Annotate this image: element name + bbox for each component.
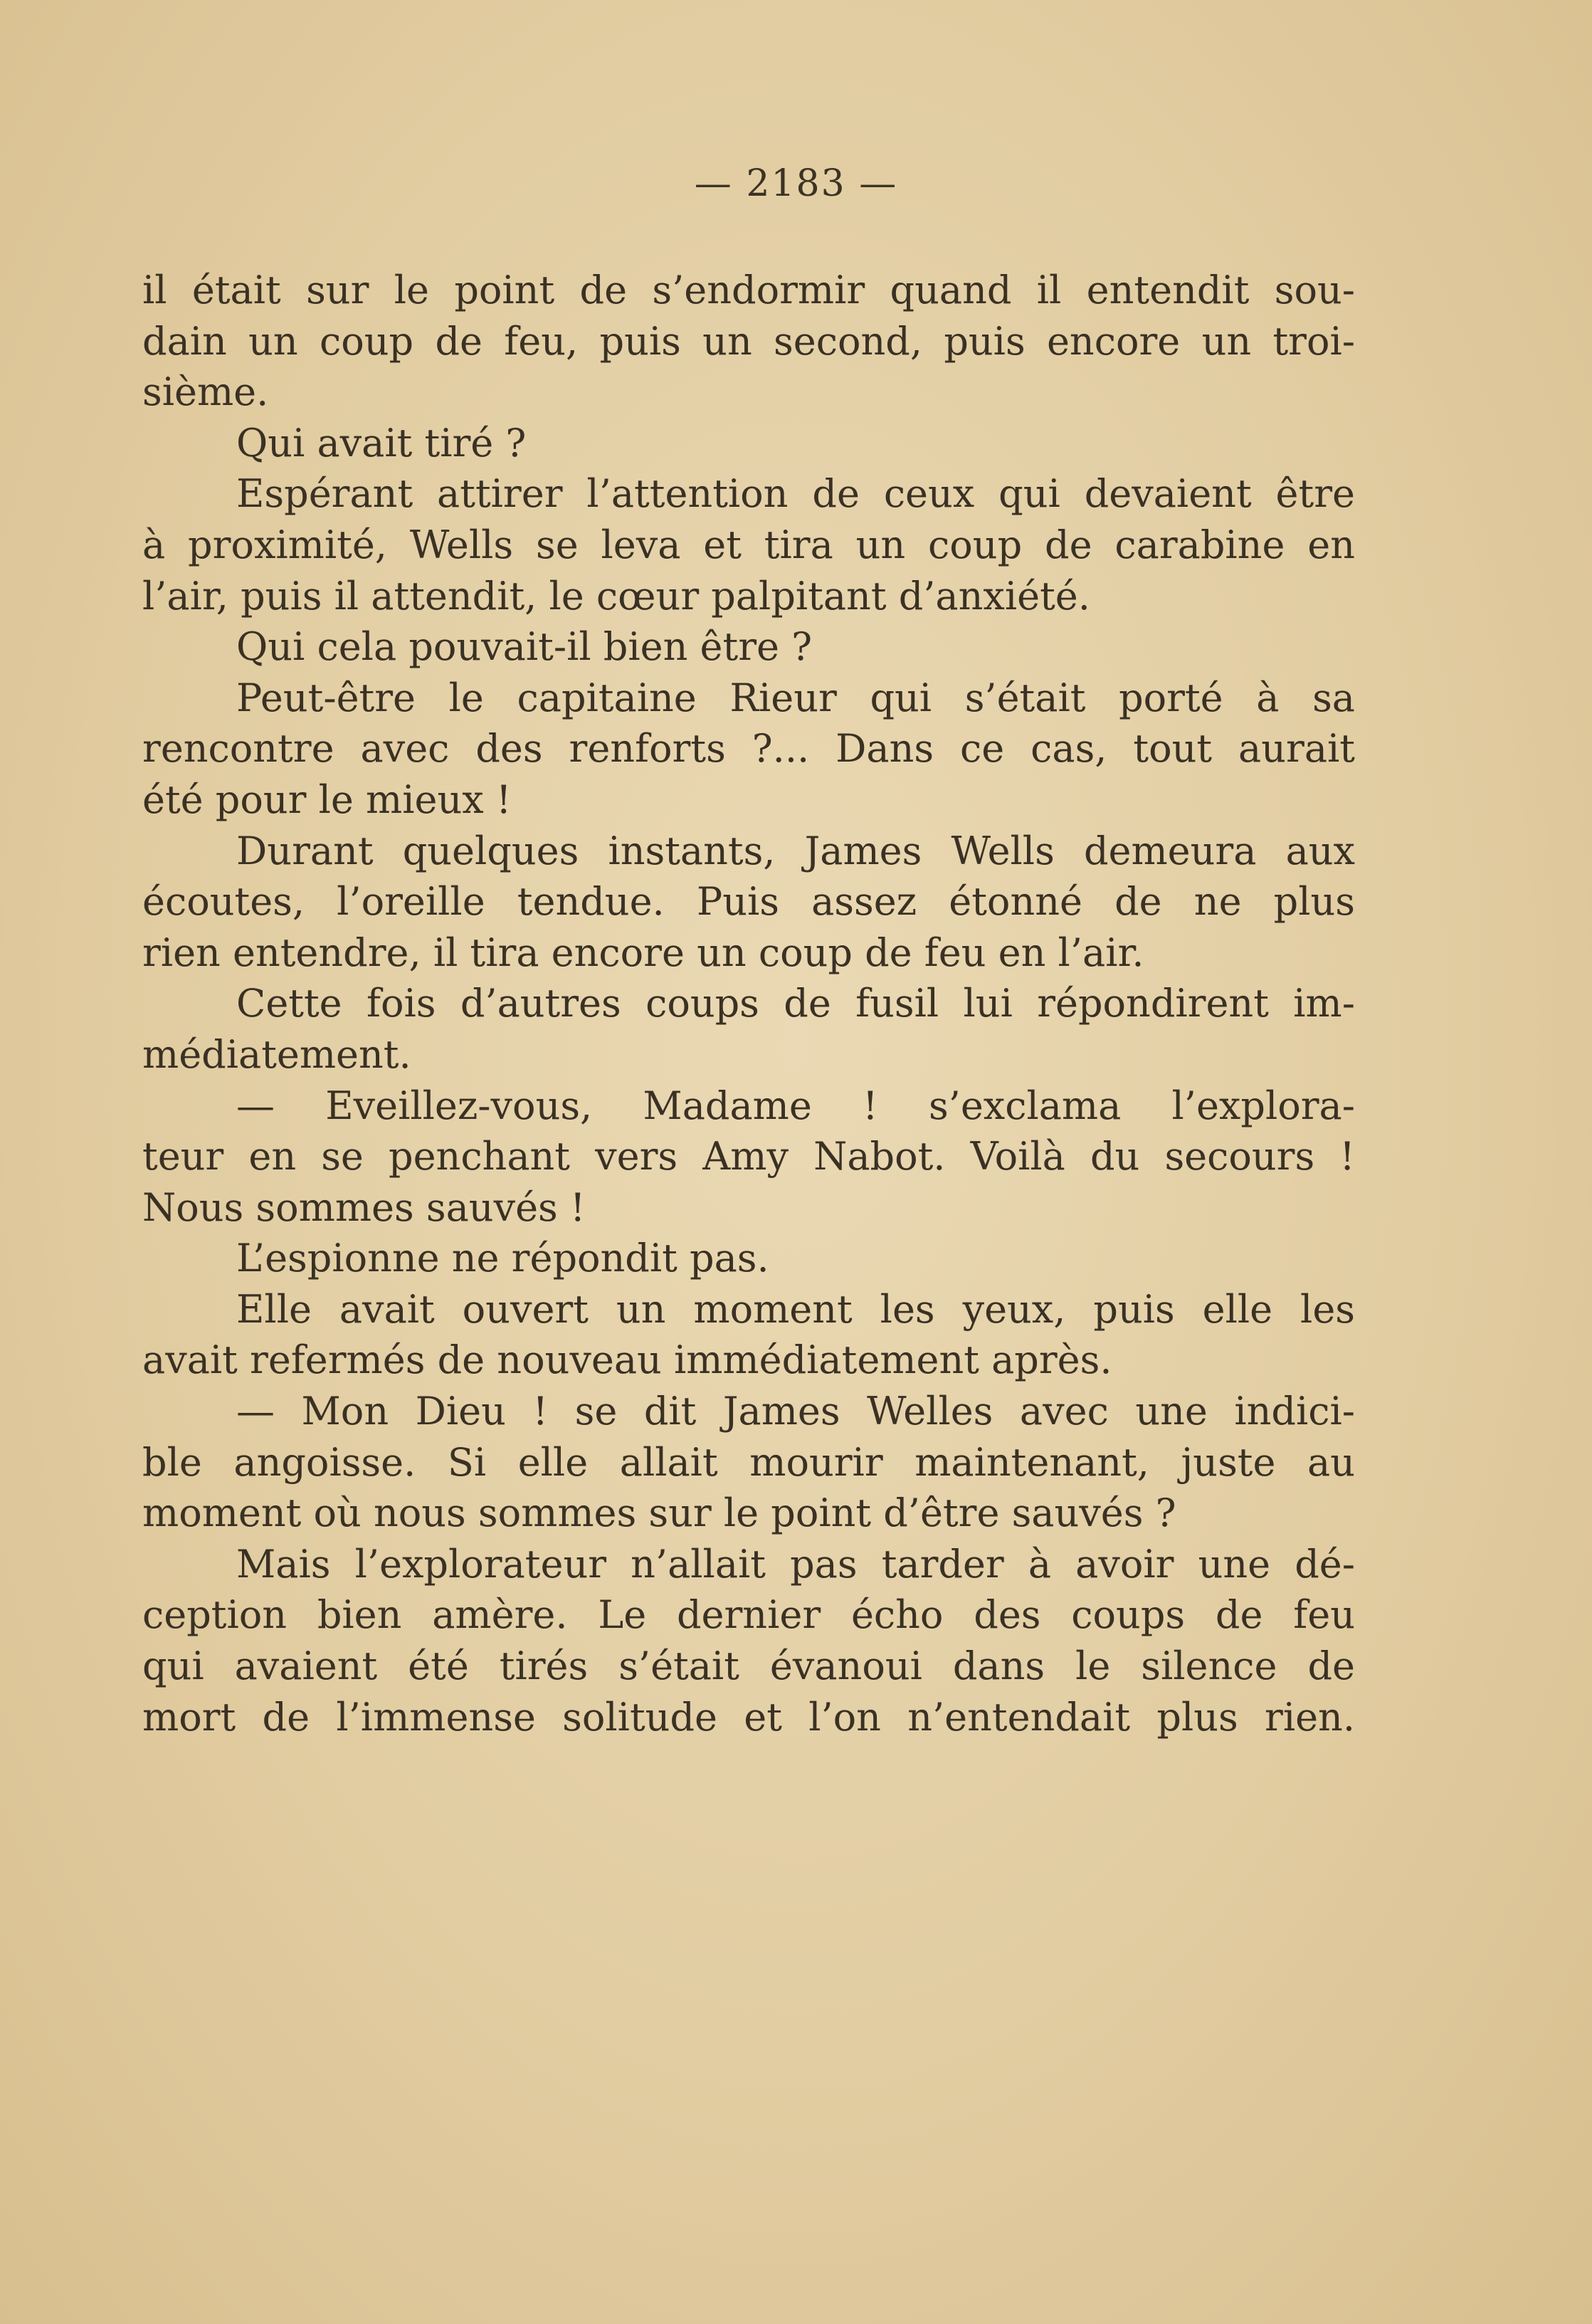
text-line: Qui cela pouvait-il bien être ? [236, 624, 813, 670]
text-line: l’air, puis il attendit, le cœur palpitant d’anxiété. [142, 573, 1090, 619]
text-line: Mais l’explorateur n’allait pas tarder à avoir une dé- [236, 1541, 1355, 1587]
text-line: mort de l’immense solitude et l’on n’entendait plus rien. [142, 1694, 1355, 1740]
text-line: — Mon Dieu ! se dit James Welles avec une indici- [236, 1389, 1355, 1434]
text-line: ception bien amère. Le dernier écho des coups de feu [142, 1592, 1355, 1638]
text-line: Nous sommes sauvés ! [142, 1184, 586, 1230]
page-number: — 2183 — [694, 162, 898, 205]
text-line: rien entendre, il tira encore un coup de feu en l’air. [142, 930, 1144, 975]
text-line: écoutes, l’oreille tendue. Puis assez étonné de ne plus [142, 879, 1355, 925]
text-line: sième. [142, 369, 269, 415]
text-line: avait refermés de nouveau immédiatement après. [142, 1337, 1112, 1383]
text-line: été pour le mieux ! [142, 777, 512, 822]
text-line: Durant quelques instants, James Wells demeura aux [236, 828, 1355, 873]
text-line: qui avaient été tirés s’était évanoui dans le silence de [142, 1644, 1355, 1689]
text-line: — Eveillez-vous, Madame ! s’exclama l’explora- [236, 1083, 1355, 1128]
text-line: à proximité, Wells se leva et tira un coup de carabine en [142, 522, 1355, 567]
text-line: Elle avait ouvert un moment les yeux, puis elle les [236, 1286, 1355, 1332]
text-line: Espérant attirer l’attention de ceux qui devaient être [236, 471, 1355, 517]
text-line: teur en se penchant vers Amy Nabot. Voilà du secours ! [142, 1134, 1355, 1179]
text-line: médiatement. [142, 1031, 411, 1077]
text-line: moment où nous sommes sur le point d’être sauvés ? [142, 1490, 1176, 1536]
text-line: Qui avait tiré ? [236, 420, 527, 466]
text-line: il était sur le point de s’endormir quand il entendit sou- [142, 268, 1355, 312]
text-line: ble angoisse. Si elle allait mourir maintenant, juste au [142, 1439, 1355, 1485]
text-line: Peut-être le capitaine Rieur qui s’était porté à sa [236, 675, 1355, 720]
text-line: L’espionne ne répondit pas. [236, 1236, 769, 1281]
text-line: Cette fois d’autres coups de fusil lui répondirent im- [236, 981, 1355, 1026]
text-line: dain un coup de feu, puis un second, puis encore un troi- [142, 318, 1355, 364]
text-line: rencontre avec des renforts ?... Dans ce cas, tout aurait [142, 726, 1355, 772]
body-text [142, 265, 1355, 1742]
